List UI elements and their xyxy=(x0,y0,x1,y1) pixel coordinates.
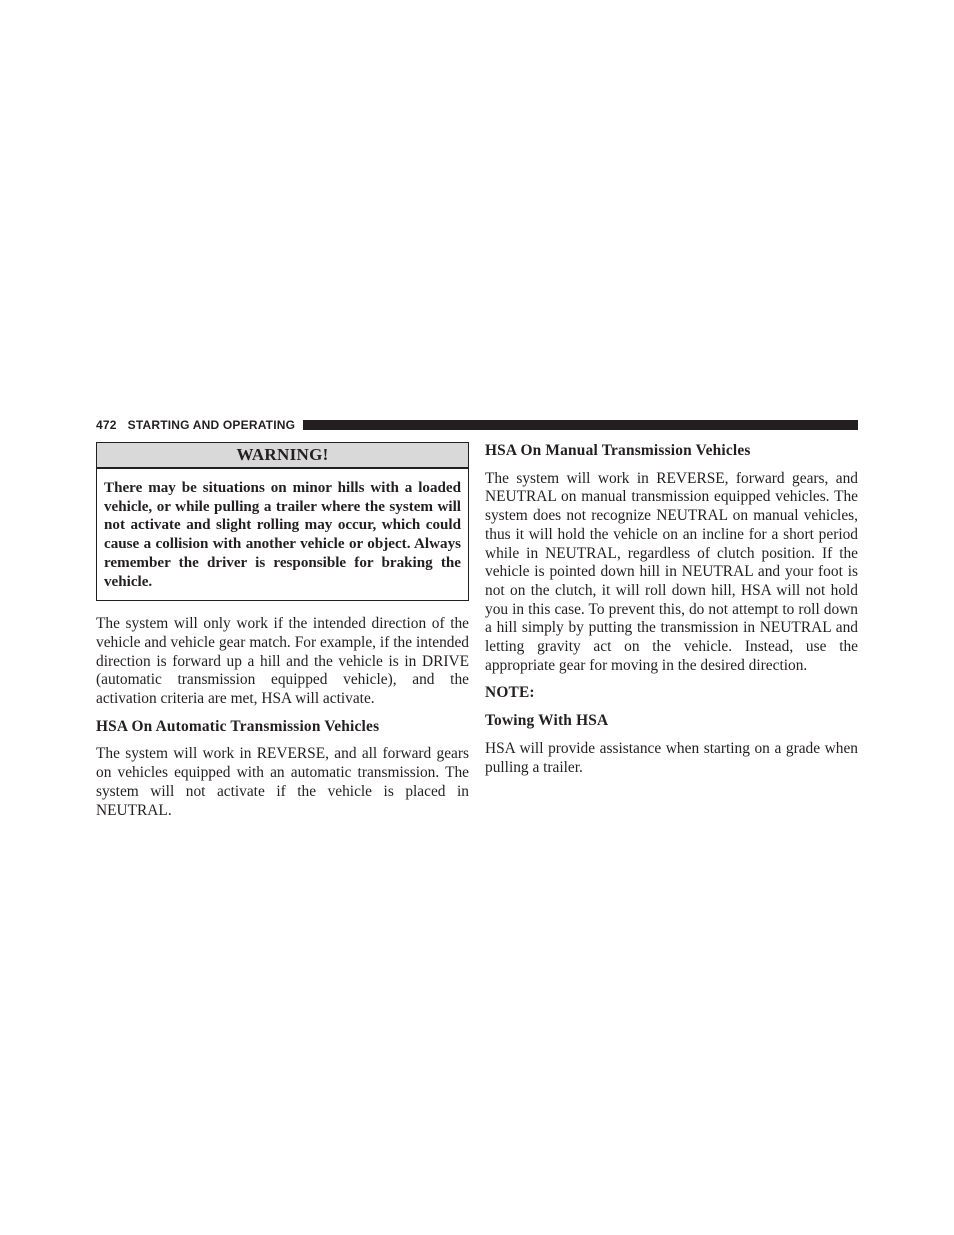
note-label: NOTE: xyxy=(485,684,535,702)
heading-automatic-transmission: HSA On Automatic Transmission Vehicles xyxy=(96,717,380,735)
manual-transmission-paragraph: The system will work in REVERSE, forward gears, and NEUTRAL on manual transmission equipped vehicles. The system does not recognize NEUTRAL on manual vehicles, thus it will hold the vehicle on an incline for a short period while in NEUTRAL, regardless of clutch position. If the vehicle is pointed down hill in NEUTRAL and your foot is not on the clutch, it will roll down hill, HSA will not hold you in this case. To prevent this, do not attempt to roll down a hill simply by putting the transmission in NEUTRAL and letting gravity act on the vehicle. Instead, use the appropriate gear for moving in the desired direction. xyxy=(485,469,858,674)
page-number: 472 xyxy=(96,417,117,432)
intro-paragraph: The system will only work if the intended direction of the vehicle and vehicle gear match. For example, if the intended direction is forward up a hill and the vehicle is in DRIVE (automatic transmission equipped vehicle), and the activation criteria are met, HSA will activate. xyxy=(96,615,469,708)
right-column xyxy=(485,442,858,777)
header-rule xyxy=(303,420,858,430)
automatic-transmission-paragraph: The system will work in REVERSE, and all forward gears on vehicles equipped with an automatic transmission. The system will not activate if the vehicle is placed in NEUTRAL. xyxy=(96,745,469,819)
warning-box xyxy=(96,442,469,601)
section-title: STARTING AND OPERATING xyxy=(127,417,296,432)
left-column xyxy=(96,442,469,820)
warning-title: WARNING! xyxy=(97,443,468,469)
page-header xyxy=(96,417,858,432)
heading-manual-transmission: HSA On Manual Transmission Vehicles xyxy=(485,442,751,459)
warning-text: There may be situations on minor hills with a loaded vehicle, or while pulling a trailer where the system will not activate and slight rolling may occur, which could cause a collision with another vehicle or object. Always remember the driver is responsible for braking the vehicle. xyxy=(104,480,461,590)
towing-paragraph: HSA will provide assistance when starting on a grade when pulling a trailer. xyxy=(485,739,858,776)
heading-towing: Towing With HSA xyxy=(485,712,609,730)
